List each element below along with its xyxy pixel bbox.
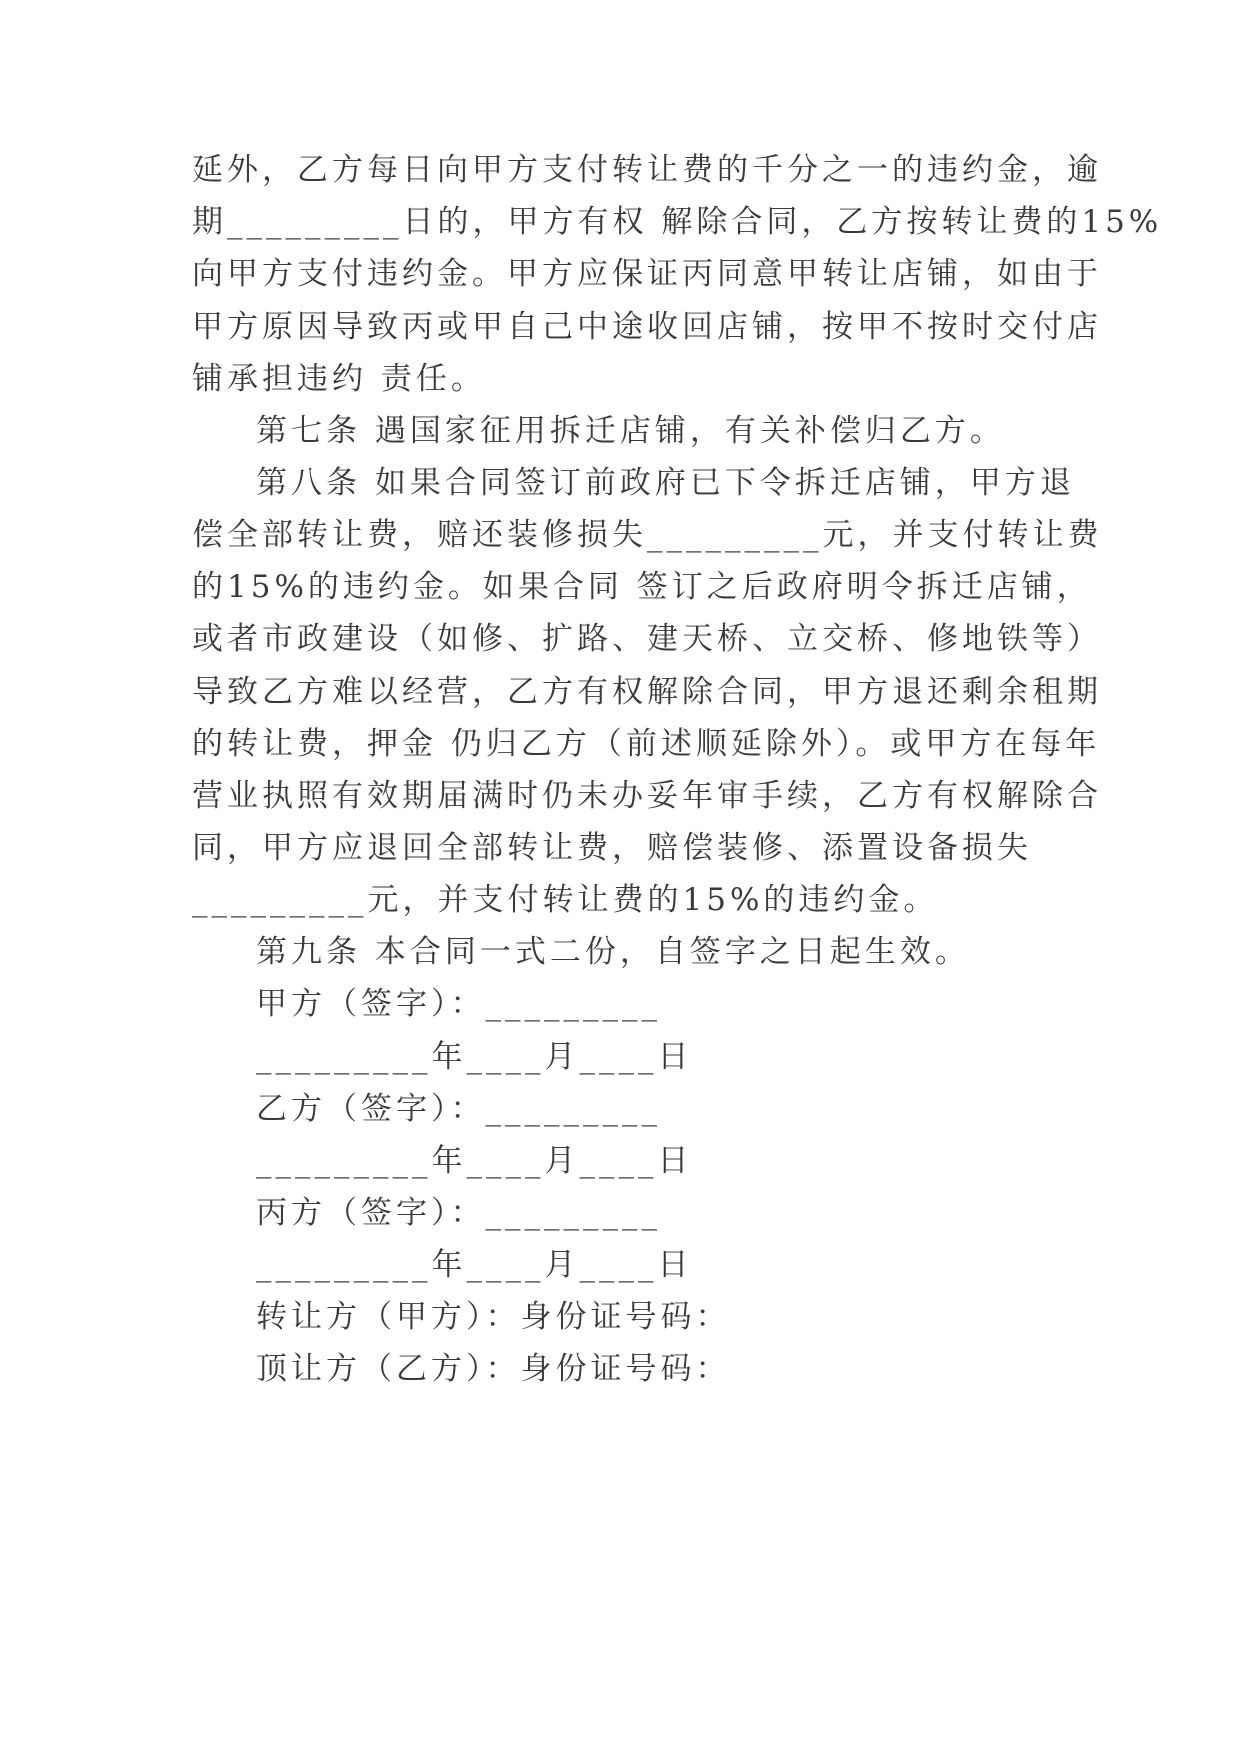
party-b-date: _________年____月____日 <box>256 1143 693 1179</box>
transferee-id: 顶让方（乙方）：身份证号码： <box>256 1351 731 1387</box>
transferor-id: 转让方（甲方）：身份证号码： <box>256 1299 731 1335</box>
text-line: 向甲方支付违约金。甲方应保证丙同意甲转让店铺，如由于 <box>192 256 1102 292</box>
text-line: 延外，乙方每日向甲方支付转让费的千分之一的违约金，逾 <box>192 152 1102 188</box>
text-line: 偿全部转让费，赔还装修损失_________元，并支付转让费 <box>192 517 1103 553</box>
text-line: 营业执照有效期届满时仍未办妥年审手续，乙方有权解除合 <box>192 778 1102 814</box>
text-line: 铺承担违约 责任。 <box>192 361 486 397</box>
party-a-signature: 甲方（签字）：_________ <box>256 986 661 1022</box>
text-line: _________元，并支付转让费的15%的违约金。 <box>192 882 939 918</box>
text-line: 的15%的违约金。如果合同 签订之后政府明令拆迁店铺， <box>192 569 1092 605</box>
text-line: 期_________日的，甲方有权 解除合同，乙方按转让费的15% <box>192 204 1163 240</box>
party-c-date: _________年____月____日 <box>256 1247 693 1283</box>
article-8: 第八条 如果合同签订前政府已下令拆迁店铺，甲方退 <box>256 465 1075 501</box>
text-line: 或者市政建设（如修、扩路、建天桥、立交桥、修地铁等） <box>192 621 1102 657</box>
text-line: 的转让费，押金 仍归乙方（前述顺延除外）。或甲方在每年 <box>192 726 1101 762</box>
party-c-signature: 丙方（签字）：_________ <box>256 1195 661 1231</box>
article-7: 第七条 遇国家征用拆迁店铺，有关补偿归乙方。 <box>256 413 1005 449</box>
text-line: 导致乙方难以经营，乙方有权解除合同，甲方退还剩余租期 <box>192 674 1102 710</box>
text-line: 同，甲方应退回全部转让费，赔偿装修、添置设备损失 <box>192 830 1032 866</box>
article-9: 第九条 本合同一式二份，自签字之日起生效。 <box>256 934 970 970</box>
party-b-signature: 乙方（签字）：_________ <box>256 1091 661 1127</box>
text-line: 甲方原因导致丙或甲自己中途收回店铺，按甲不按时交付店 <box>192 309 1102 345</box>
party-a-date: _________年____月____日 <box>256 1039 693 1075</box>
